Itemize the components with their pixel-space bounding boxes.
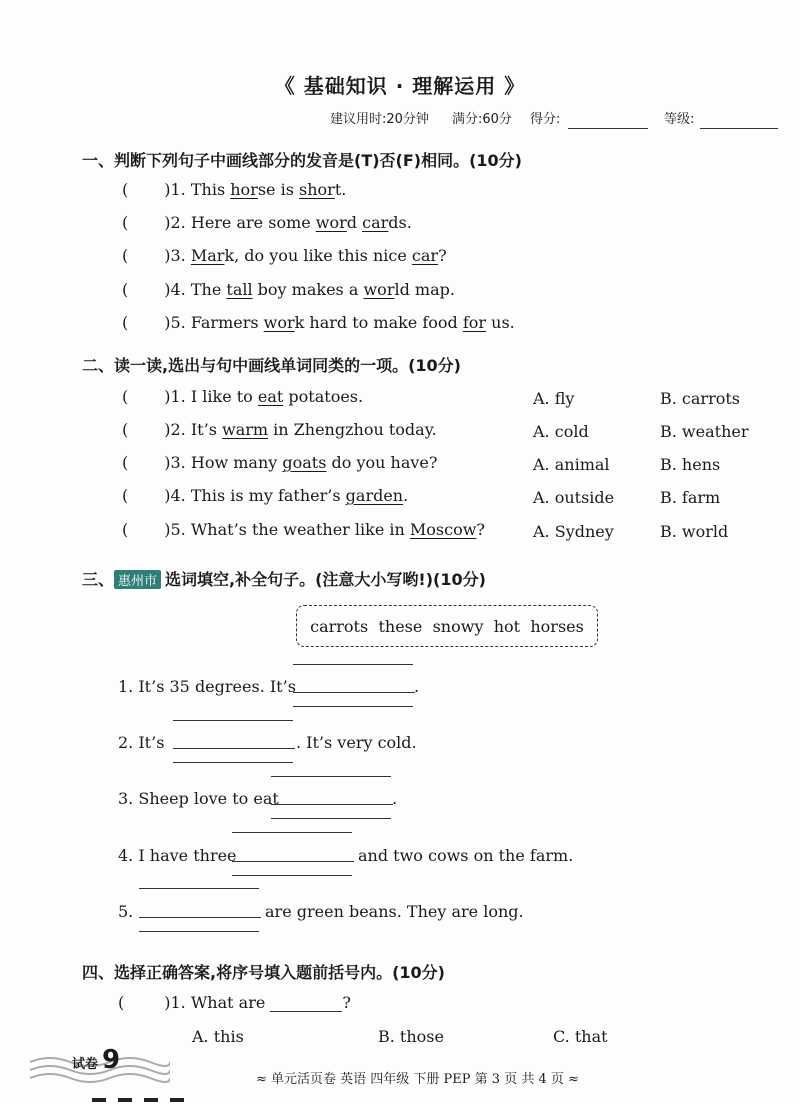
fill-sentence: 3. Sheep love to eat — [118, 789, 279, 808]
sentence-end: . — [392, 789, 398, 808]
word-bank-item: these — [378, 616, 423, 636]
paper-number: 试卷 9 — [72, 1045, 121, 1075]
divider — [170, 1098, 184, 1102]
option-a: A. fly — [533, 389, 575, 408]
sentence-end: . — [414, 677, 420, 696]
score-label: 得分: — [530, 112, 561, 127]
writing-line — [293, 706, 413, 707]
writing-line — [293, 664, 413, 665]
grade-label: 等级: — [664, 112, 695, 127]
divider — [144, 1098, 158, 1102]
fill-blank[interactable] — [270, 997, 342, 1012]
option-b: B. hens — [660, 455, 721, 474]
list-item: ( )2. It’s warm in Zhengzhou today. — [122, 420, 437, 439]
option-a: A. Sydney — [533, 522, 614, 541]
section1-heading: 一、判断下列句子中画线部分的发音是(T)否(F)相同。(10分) — [82, 151, 522, 170]
option-a: A. outside — [533, 488, 615, 507]
list-item: ( )3. How many goats do you have? — [122, 453, 438, 472]
list-item: ( )1. I like to eat potatoes. — [122, 387, 364, 406]
fill-sentence: 1. It’s 35 degrees. It’s — [118, 677, 296, 696]
word-bank-item: horses — [530, 616, 584, 636]
option-b: B. weather — [660, 422, 749, 441]
writing-line — [139, 931, 259, 932]
option-b: B. those — [378, 1027, 444, 1046]
section3-heading: 三、 惠州市 选词填空,补全句子。(注意大小写哟!)(10分) — [82, 570, 486, 589]
writing-line — [173, 720, 293, 721]
writing-line — [173, 762, 293, 763]
writing-line — [232, 875, 352, 876]
fill-blank[interactable] — [271, 804, 393, 805]
full-score: 满分:60分 — [452, 112, 512, 127]
option-b: B. world — [660, 522, 729, 541]
fill-sentence: 4. I have three — [118, 846, 237, 865]
list-item: ( )4. The tall boy makes a world map. — [122, 280, 455, 299]
word-bank-item: hot — [493, 616, 521, 636]
word-bank — [296, 605, 598, 647]
writing-line — [271, 776, 391, 777]
writing-line — [139, 888, 259, 889]
list-item: ( )1. This horse is short. — [122, 180, 347, 199]
list-item: ( )5. What’s the weather like in Moscow? — [122, 520, 485, 539]
option-c: C. that — [553, 1027, 608, 1046]
option-a: A. animal — [533, 455, 610, 474]
word-bank-item: carrots — [310, 616, 369, 636]
fill-blank[interactable] — [232, 861, 354, 862]
fill-sentence: 5. — [118, 902, 134, 921]
score-blank[interactable] — [568, 110, 648, 129]
sentence-end: and two cows on the farm. — [358, 846, 574, 865]
fill-blank[interactable] — [173, 748, 295, 749]
option-a: A. this — [192, 1027, 244, 1046]
section4-heading: 四、选择正确答案,将序号填入题前括号内。(10分) — [82, 963, 445, 982]
option-a: A. cold — [533, 422, 589, 441]
section2-heading: 二、读一读,选出与句中画线单词同类的一项。(10分) — [82, 356, 461, 375]
list-item: ( )3. Mark, do you like this nice car? — [122, 246, 447, 265]
divider — [92, 1098, 106, 1102]
sentence-end: are green beans. They are long. — [265, 902, 524, 921]
list-item: ( )2. Here are some word cards. — [122, 213, 412, 232]
fill-blank[interactable] — [293, 692, 415, 693]
suggested-time: 建议用时:20分钟 — [330, 112, 429, 127]
writing-line — [271, 818, 391, 819]
list-item: ( )5. Farmers work hard to make food for us. — [122, 313, 515, 332]
region-tag: 惠州市 — [114, 570, 161, 589]
word-bank-item: snowy — [432, 616, 484, 636]
option-b: B. carrots — [660, 389, 740, 408]
list-item: ( )1. What are ? — [118, 993, 351, 1012]
footer-info: ≈ 单元活页卷 英语 四年级 下册 PEP 第 3 页 共 4 页 ≈ — [256, 1072, 579, 1087]
writing-line — [232, 832, 352, 833]
page-title: 《 基础知识 · 理解运用 》 — [274, 74, 526, 98]
list-item: ( )4. This is my father’s garden. — [122, 486, 409, 505]
divider — [118, 1098, 132, 1102]
option-b: B. farm — [660, 488, 721, 507]
fill-sentence: 2. It’s — [118, 733, 165, 752]
sentence-end: . It’s very cold. — [296, 733, 417, 752]
fill-blank[interactable] — [139, 917, 261, 918]
grade-blank[interactable] — [700, 110, 778, 129]
